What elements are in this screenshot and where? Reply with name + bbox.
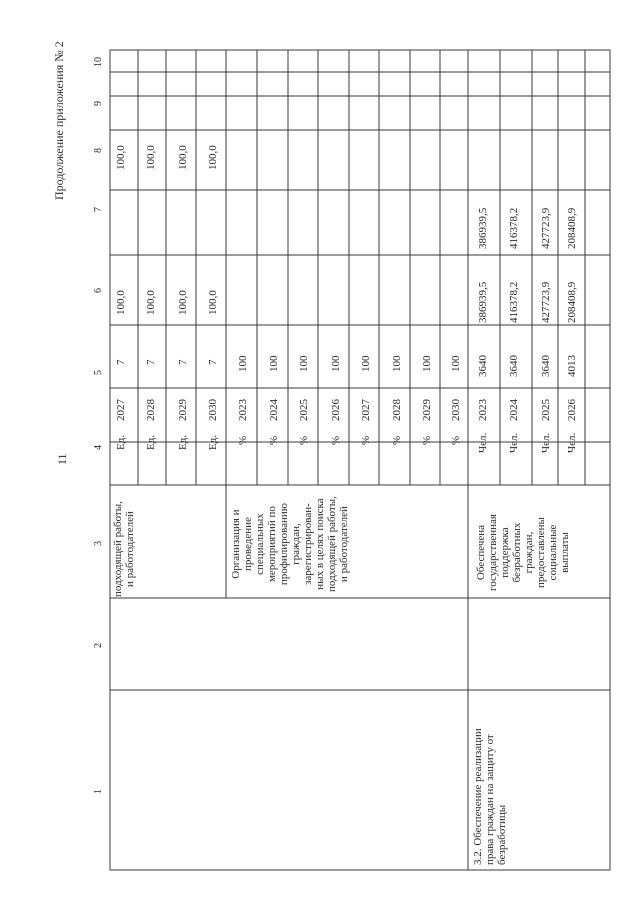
base-value-cell: 7 [115, 359, 127, 365]
unit-cell: % [237, 435, 249, 445]
value-col7-cell: 416378,2 [508, 207, 520, 249]
unit-cell: % [360, 435, 372, 445]
indicator-description: Организация и проведение специальных мероприятий по профилированию граждан, зарегистрирован- ных в целях поиска подходящей работы, и работодателей [230, 496, 350, 592]
unit-cell: Ед. [177, 434, 189, 450]
year-cell: 2028 [391, 399, 403, 421]
year-cell: 2024 [508, 399, 520, 421]
column-number: 4 [93, 445, 104, 450]
column-number: 1 [93, 789, 104, 794]
unit-cell: Чел. [540, 432, 552, 453]
year-cell: 2023 [477, 399, 489, 421]
value-col8-cell: 100,0 [207, 145, 219, 170]
year-cell: 2029 [177, 399, 189, 421]
base-value-cell: 100 [391, 355, 403, 372]
base-value-cell: 100 [237, 355, 249, 372]
column-number: 5 [93, 370, 104, 375]
year-cell: 2028 [145, 399, 157, 421]
base-value-cell: 7 [207, 359, 219, 365]
value-col7-cell: 386939,5 [477, 207, 489, 249]
year-cell: 2025 [540, 399, 552, 421]
year-cell: 2027 [360, 399, 372, 421]
value-col6-cell: 100,0 [115, 290, 127, 315]
unit-cell: % [421, 435, 433, 445]
base-value-cell: 7 [145, 359, 157, 365]
section-title: 3.2. Обеспечение реализации права граждан на защиту от безработицы [472, 728, 508, 865]
indicator-text-fragment: подходящей работы, и работодателей [112, 501, 136, 597]
unit-cell: % [391, 435, 403, 445]
value-col6-cell: 100,0 [145, 290, 157, 315]
year-cell: 2030 [207, 399, 219, 421]
column-number: 7 [93, 207, 104, 212]
year-cell: 2029 [421, 399, 433, 421]
page-number: 11 [55, 453, 69, 465]
unit-cell: Чел. [477, 432, 489, 453]
base-value-cell: 100 [450, 355, 462, 372]
column-number: 2 [93, 643, 104, 648]
header-note: Продолжение приложения № 2 [52, 41, 66, 200]
unit-cell: Чел. [508, 432, 520, 453]
year-cell: 2024 [268, 399, 280, 421]
value-col6-cell: 386939,5 [477, 281, 489, 323]
base-value-cell: 4013 [566, 355, 578, 377]
unit-cell: % [298, 435, 310, 445]
value-col8-cell: 100,0 [115, 145, 127, 170]
value-col6-cell: 100,0 [207, 290, 219, 315]
column-number: 8 [93, 148, 104, 153]
value-col6-cell: 100,0 [177, 290, 189, 315]
year-cell: 2030 [450, 399, 462, 421]
base-value-cell: 3640 [540, 355, 552, 377]
unit-cell: % [330, 435, 342, 445]
unit-cell: Ед. [207, 434, 219, 450]
value-col8-cell: 100,0 [145, 145, 157, 170]
year-cell: 2023 [237, 399, 249, 421]
column-number: 3 [93, 541, 104, 546]
value-col6-cell: 416378,2 [508, 281, 520, 323]
column-number: 10 [93, 57, 104, 67]
year-cell: 2026 [330, 399, 342, 421]
unit-cell: % [450, 435, 462, 445]
unit-cell: Чел. [566, 432, 578, 453]
value-col7-cell: 208408,9 [566, 207, 578, 249]
column-number: 6 [93, 288, 104, 293]
year-cell: 2025 [298, 399, 310, 421]
base-value-cell: 3640 [508, 355, 520, 377]
base-value-cell: 100 [421, 355, 433, 372]
year-cell: 2026 [566, 399, 578, 421]
base-value-cell: 100 [360, 355, 372, 372]
base-value-cell: 7 [177, 359, 189, 365]
year-cell: 2027 [115, 399, 127, 421]
unit-cell: Ед. [145, 434, 157, 450]
value-col6-cell: 208408,9 [566, 281, 578, 323]
base-value-cell: 100 [298, 355, 310, 372]
column-number: 9 [93, 101, 104, 106]
unit-cell: % [268, 435, 280, 445]
value-col8-cell: 100,0 [177, 145, 189, 170]
unit-cell: Ед. [115, 434, 127, 450]
base-value-cell: 100 [268, 355, 280, 372]
indicator-description: Обеспечена государственная поддержка безработных граждан, предоставлены социальные выплаты [475, 514, 571, 591]
base-value-cell: 100 [330, 355, 342, 372]
value-col7-cell: 427723,9 [540, 207, 552, 249]
value-col6-cell: 427723,9 [540, 281, 552, 323]
base-value-cell: 3640 [477, 355, 489, 377]
